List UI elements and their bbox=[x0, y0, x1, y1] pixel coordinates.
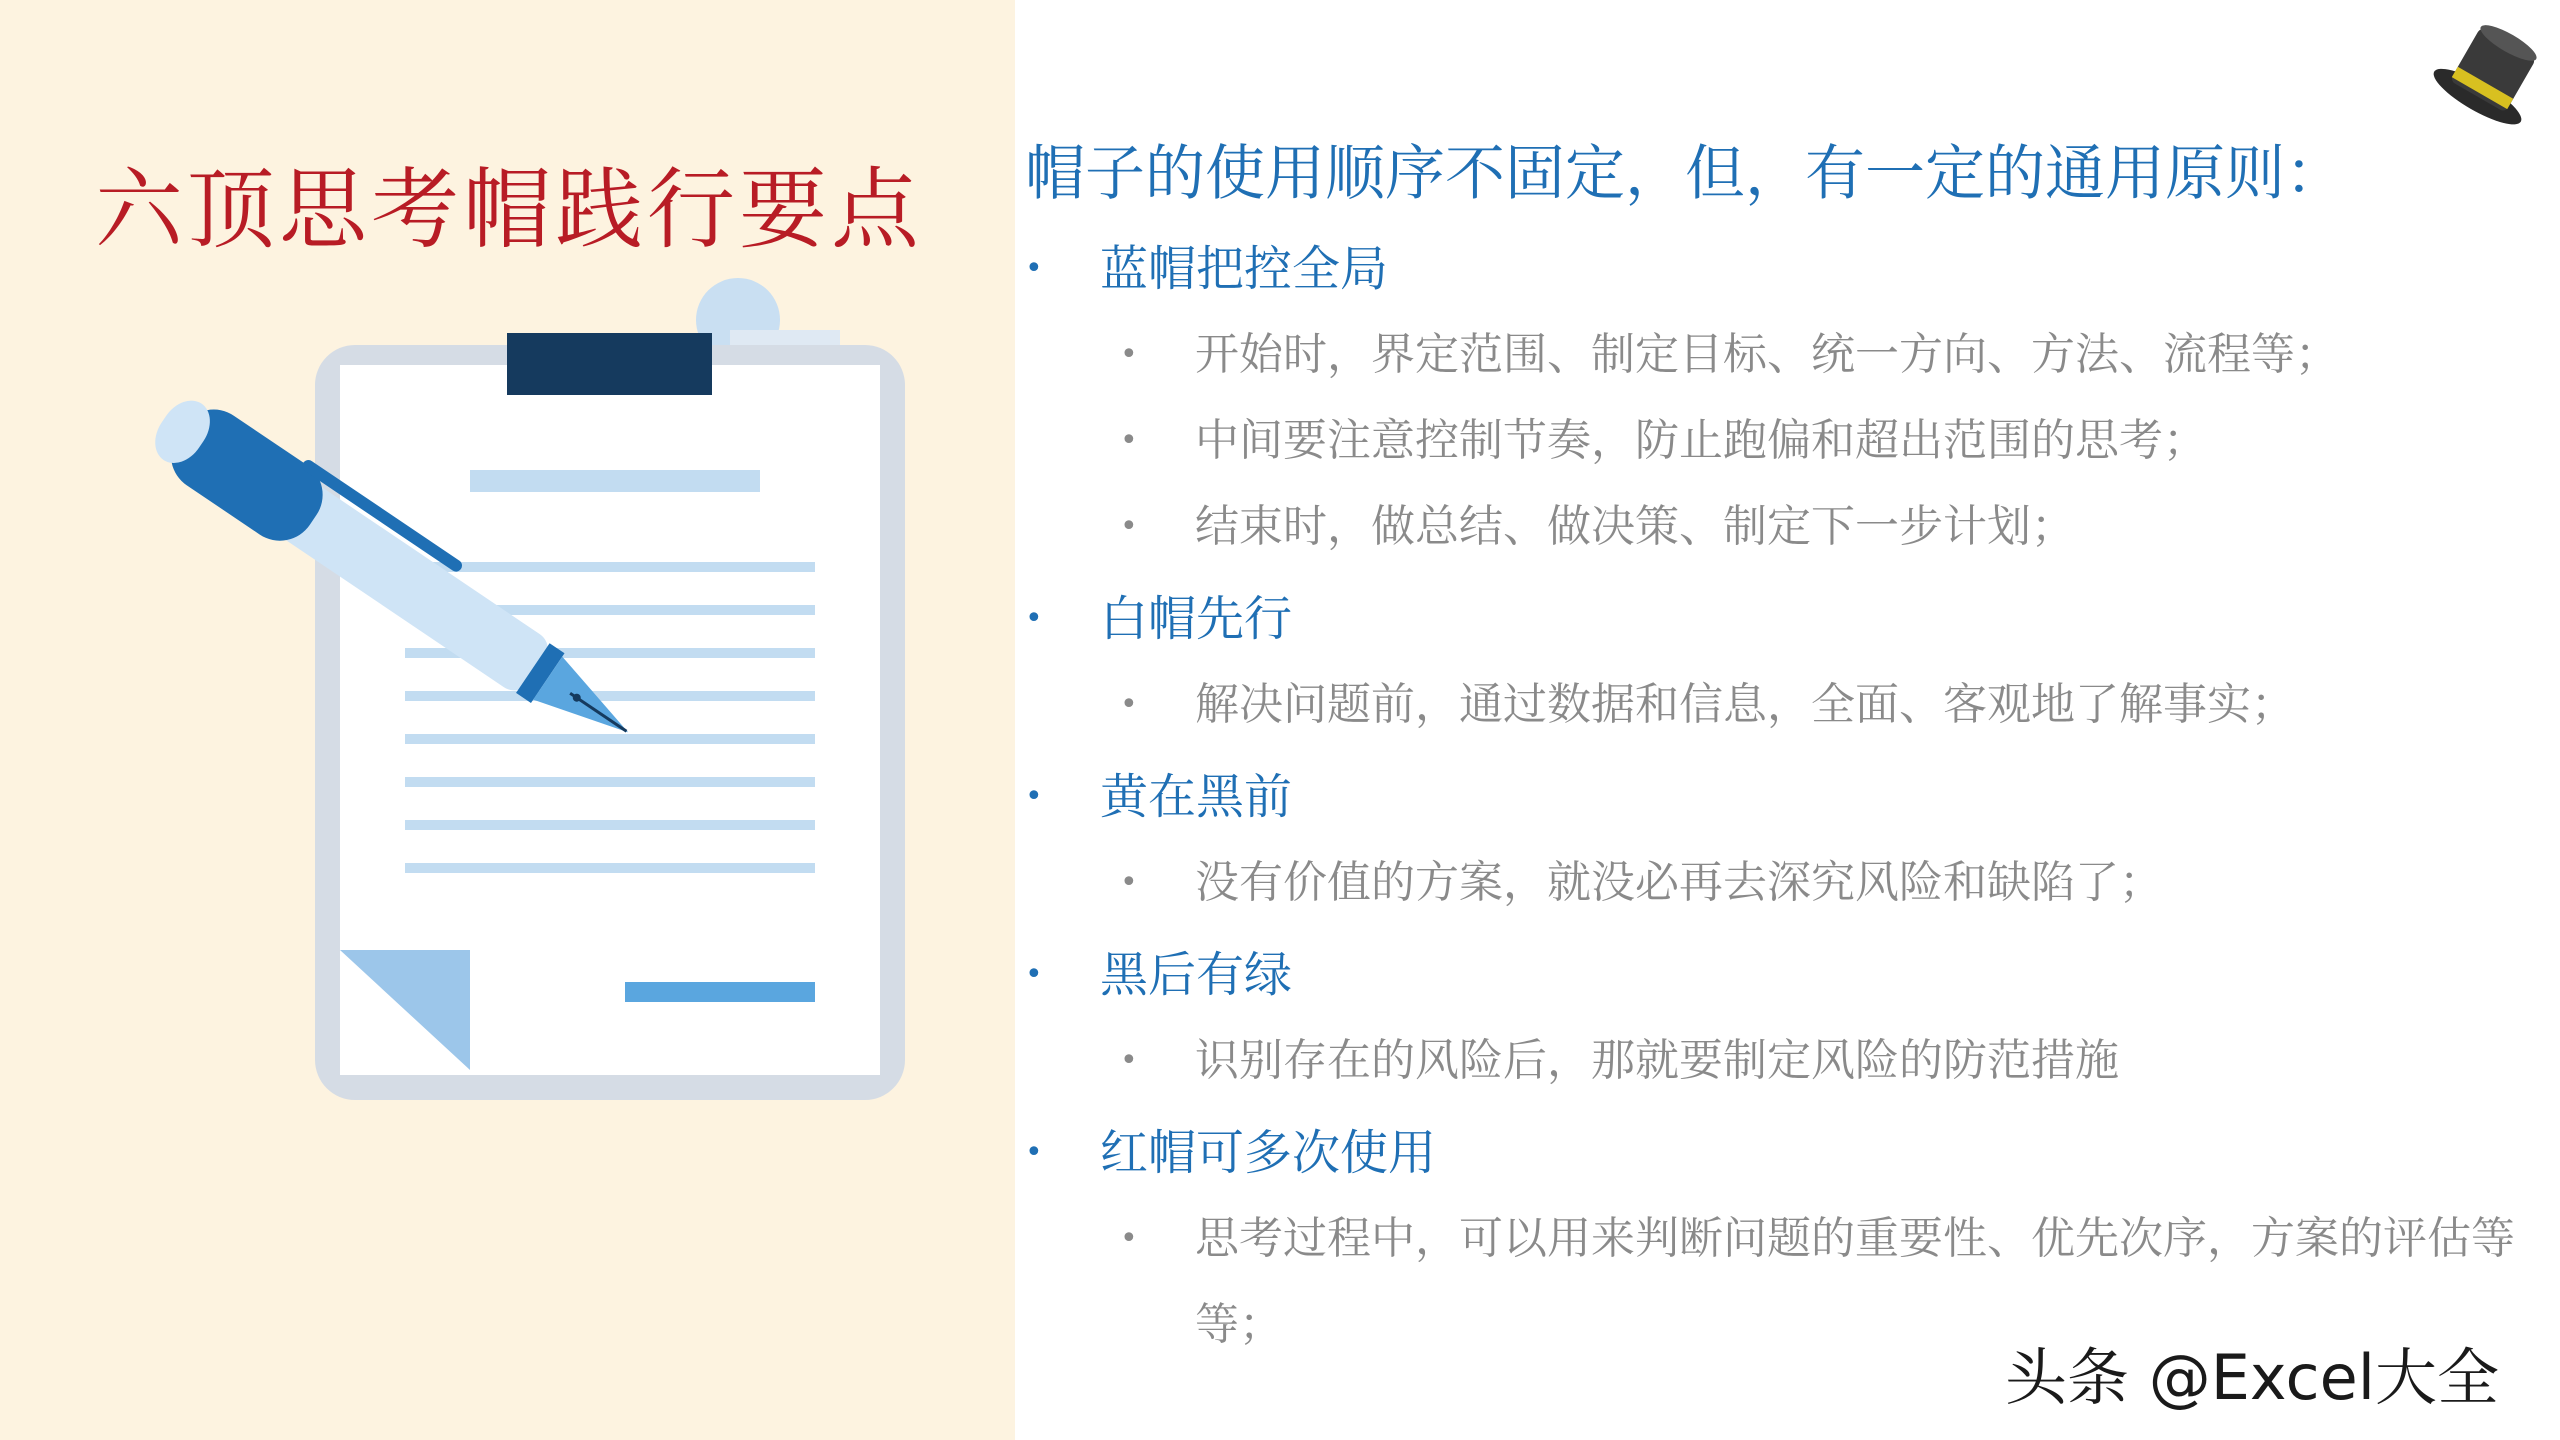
principle-yellow-before-black: • 黄在黑前 bbox=[1025, 762, 2545, 832]
principle-detail: • 思考过程中，可以用来判断问题的重要性、优先次序，方案的评估等等； bbox=[1025, 1196, 2545, 1368]
principle-white-hat: • 白帽先行 bbox=[1025, 584, 2545, 654]
principle-detail: • 没有价值的方案，就没必再去深究风险和缺陷了； bbox=[1025, 840, 2545, 926]
principle-blue-hat: • 蓝帽把控全局 bbox=[1025, 234, 2545, 304]
black-hat-icon bbox=[2430, 20, 2550, 130]
principle-detail: • 识别存在的风险后，那就要制定风险的防范措施 bbox=[1025, 1018, 2545, 1104]
principle-red-hat: • 红帽可多次使用 bbox=[1025, 1118, 2545, 1188]
principle-detail: • 结束时，做总结、做决策、制定下一步计划； bbox=[1025, 484, 2545, 570]
principle-detail: • 解决问题前，通过数据和信息，全面、客观地了解事实； bbox=[1025, 662, 2545, 748]
principles-content bbox=[1025, 126, 2545, 1368]
slide-title: 六顶思考帽践行要点 bbox=[95, 158, 924, 261]
watermark: 头条 @Excel大全 bbox=[2005, 1341, 2499, 1414]
principle-detail: • 开始时，界定范围、制定目标、统一方向、方法、流程等； bbox=[1025, 312, 2545, 398]
section-subtitle: 帽子的使用顺序不固定，但，有一定的通用原则： bbox=[1025, 139, 2345, 209]
principle-detail: • 中间要注意控制节奏，防止跑偏和超出范围的思考； bbox=[1025, 398, 2545, 484]
clipboard-with-pen-icon bbox=[95, 270, 915, 1130]
principle-green-after-black: • 黑后有绿 bbox=[1025, 940, 2545, 1010]
